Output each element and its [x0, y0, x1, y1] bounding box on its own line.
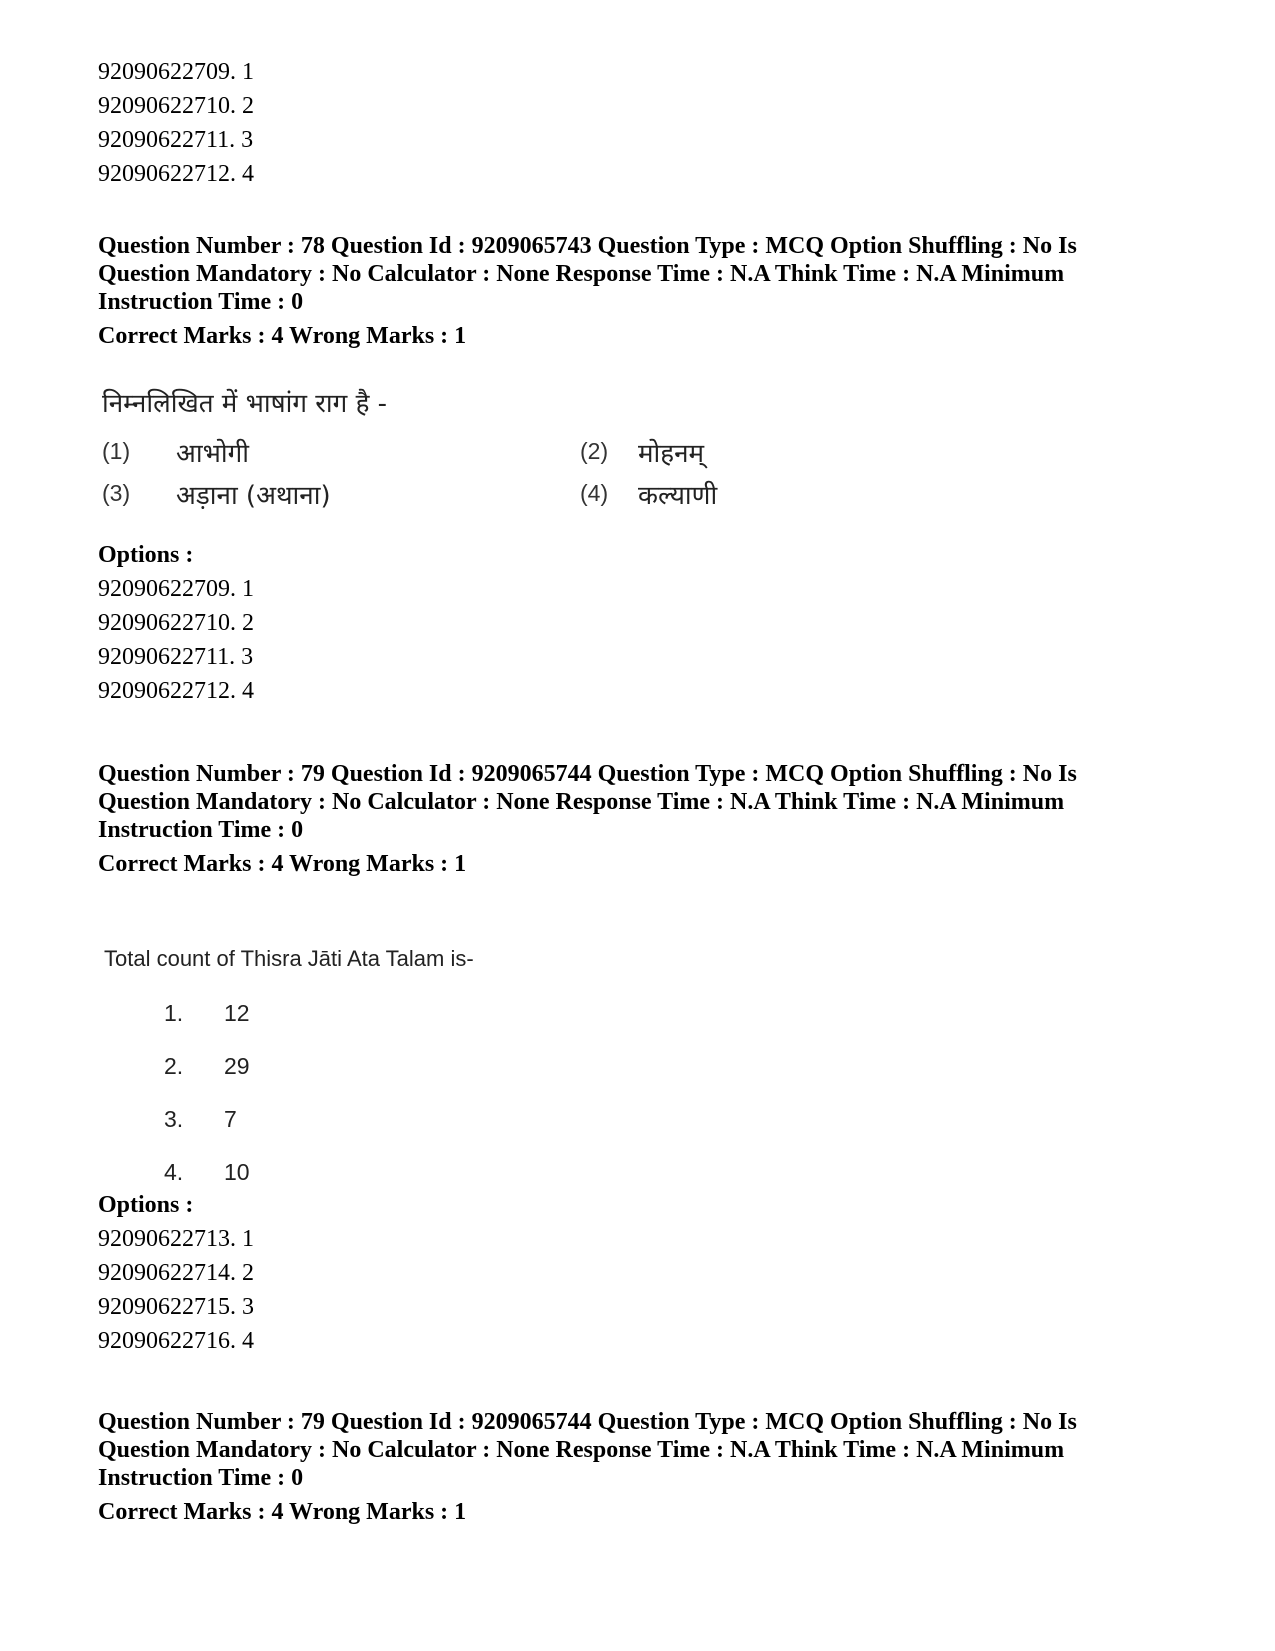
choice-3	[102, 478, 130, 508]
choice-number: 1.	[164, 1000, 184, 1026]
choice-4-text: कल्याणी	[638, 481, 718, 511]
question-meta-line: Question Number : 79 Question Id : 9209065744 Question Type : MCQ Option Shuffling : No Is	[98, 761, 1077, 787]
option-line: 92090622709. 1	[98, 576, 254, 602]
choice-1	[102, 436, 130, 466]
question-meta-line: Question Mandatory : No Calculator : None Response Time : N.A Think Time : N.A Minimum	[98, 789, 1065, 815]
question-text: Total count of Thisra Jāti Ata Talam is-	[104, 946, 474, 971]
question-78-header	[98, 232, 1188, 350]
option-line: 92090622711. 3	[98, 644, 254, 670]
choice-4	[580, 478, 608, 508]
option-line: 92090622712. 4	[98, 678, 254, 704]
choice-number: 2.	[164, 1053, 184, 1079]
question-meta-line: Question Number : 79 Question Id : 9209065744 Question Type : MCQ Option Shuffling : No Is	[98, 1409, 1077, 1435]
options-label: Options :	[98, 1192, 194, 1218]
choice-number: (4)	[580, 480, 609, 506]
option-line: 92090622710. 2	[98, 610, 254, 636]
choice-number: (1)	[102, 438, 131, 464]
choice-3-text: अड़ाना (अथाना)	[176, 481, 331, 511]
choice-number: (2)	[580, 438, 609, 464]
question-meta-line: Instruction Time : 0	[98, 1465, 304, 1491]
choice-2	[580, 436, 608, 466]
choice-1-text: आभोगी	[176, 439, 249, 469]
choice-number: (3)	[102, 480, 131, 506]
option-line: 92090622710. 2	[98, 93, 254, 119]
question-meta-line: Question Number : 78 Question Id : 9209065743 Question Type : MCQ Option Shuffling : No Is	[98, 233, 1077, 259]
options-label: Options :	[98, 542, 194, 568]
choice-2-text: 29	[224, 1053, 250, 1079]
question-meta-line: Instruction Time : 0	[98, 289, 304, 315]
question-text: निम्नलिखित में भाषांग राग है -	[102, 389, 388, 419]
option-line: 92090622709. 1	[98, 59, 254, 85]
question-78-options	[98, 538, 1188, 708]
option-line: 92090622716. 4	[98, 1328, 254, 1354]
question-marks: Correct Marks : 4 Wrong Marks : 1	[98, 851, 467, 877]
choice-3-text: 7	[224, 1106, 237, 1132]
question-meta-line: Question Mandatory : No Calculator : None Response Time : N.A Think Time : N.A Minimum	[98, 1437, 1065, 1463]
option-line: 92090622715. 3	[98, 1294, 254, 1320]
question-marks: Correct Marks : 4 Wrong Marks : 1	[98, 323, 467, 349]
choice-4-text: 10	[224, 1159, 250, 1185]
option-line: 92090622713. 1	[98, 1226, 254, 1252]
question-79-options	[98, 1188, 1188, 1358]
option-line: 92090622712. 4	[98, 161, 254, 187]
question-79-repeat-header	[98, 1408, 1188, 1526]
choice-number: 4.	[164, 1159, 184, 1185]
choice-2-text: मोहनम्	[638, 439, 705, 469]
choice-1-text: 12	[224, 1000, 250, 1026]
question-marks: Correct Marks : 4 Wrong Marks : 1	[98, 1499, 467, 1525]
option-line: 92090622711. 3	[98, 127, 254, 153]
option-line: 92090622714. 2	[98, 1260, 254, 1286]
choice-number: 3.	[164, 1106, 184, 1132]
previous-options-list	[98, 55, 1188, 191]
question-meta-line: Question Mandatory : No Calculator : None Response Time : N.A Think Time : N.A Minimum	[98, 261, 1065, 287]
question-meta-line: Instruction Time : 0	[98, 817, 304, 843]
question-79-header	[98, 760, 1188, 878]
